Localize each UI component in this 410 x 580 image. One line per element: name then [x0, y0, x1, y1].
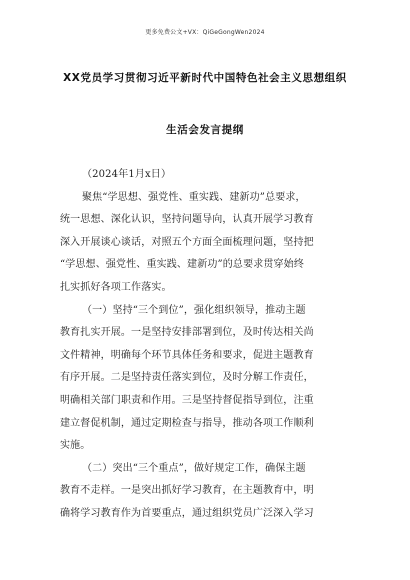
paragraph-line: 明确相关部门职责和作用。三是坚持督促指导到位，注重 [60, 394, 314, 406]
paragraph-line: 教育不走样。一是突出抓好学习教育，在主题教育中，明 [60, 485, 314, 497]
paragraph-line: 教育扎实开展。一是坚持安排部署到位，及时传达相关尚 [60, 327, 314, 339]
document-body [60, 164, 352, 526]
paragraph-line: 统一思想、深化认识，坚持问题导向，认真开展学习教育 [60, 214, 314, 226]
paragraph-line: 聚焦“学思想、强党性、重实践、建新功”总要求， [82, 191, 306, 203]
paragraph-line: “学思想、强党性、重实践、建新功”的总要求贯穿始终 [60, 259, 304, 271]
paragraph-line: 扎实抓好各项工作落实。 [60, 281, 172, 293]
paragraph-line: 实施。 [60, 440, 91, 452]
date-line: （2024年1月x日） [82, 169, 172, 180]
paragraph-line: （二）突出“三个重点”，做好规定工作，确保主题 [82, 462, 306, 474]
document-title: XX党员学习贯彻习近平新时代中国特色社会主义思想组织 [63, 72, 347, 84]
paragraph-line: 文件精神，明确每个环节具体任务和要求，促进主题教育 [60, 349, 314, 361]
paragraph-line: 有序开展。二是坚持责任落实到位，及时分解工作责任， [60, 372, 314, 384]
header-note: 更多免费公文+VX：QiGeGongWen2024 [145, 29, 265, 36]
document-subtitle: 生活会发言提纲 [166, 124, 244, 136]
paragraph-intro [60, 187, 352, 300]
paragraph-section-2 [60, 458, 352, 526]
paragraph-line: 建立督促机制，通过定期检查与指导，推动各项工作顺利 [60, 417, 314, 429]
paragraph-section-1 [60, 300, 352, 458]
paragraph-line: 深入开展谈心谈话，对照五个方面全面梳理问题，坚持把 [60, 236, 314, 248]
paragraph-line: （一）坚持“三个到位”，强化组织领导，推动主题 [82, 304, 306, 316]
paragraph-line: 确将学习教育作为首要重点，通过组织党员广泛深入学习 [60, 507, 314, 519]
